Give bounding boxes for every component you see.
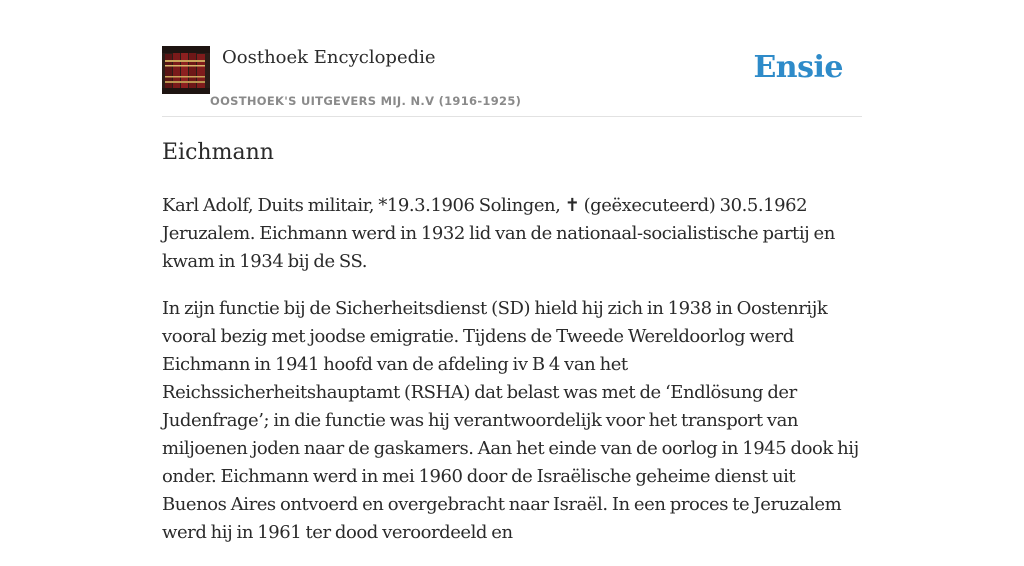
article-body	[162, 192, 862, 566]
brand-logo[interactable]: Ensie	[753, 50, 843, 85]
source-title[interactable]: Oosthoek Encyclopedie	[222, 47, 436, 68]
site-header	[162, 46, 862, 117]
encyclopedia-books-icon[interactable]	[162, 46, 210, 94]
publisher-label: OOSTHOEK'S UITGEVERS MIJ. N.V (1916-1925)	[210, 94, 522, 108]
article-title: Eichmann	[162, 140, 274, 165]
article-paragraph: Karl Adolf, Duits militair, *19.3.1906 Solingen, ✝ (geëxecuteerd) 30.5.1962 Jeruzalem. Eichmann werd in 1932 lid van de nationaal-socialistische partij en kwam in 1934 bij de SS.	[162, 195, 835, 272]
article-paragraph: In zijn functie bij de Sicherheitsdienst (SD) hield hij zich in 1938 in Oostenrijk vooral bezig met joodse emigratie. Tijdens de Tweede Wereldoorlog werd Eichmann in 1941 hoofd van de afdeling iv B 4 van het Reichssicherheitshauptamt (RSHA) dat belast was met de ‘Endlösung der Judenfrage’; in die functie was hij verantwoordelijk voor het transport van miljoenen joden naar de gaskamers. Aan het einde van de oorlog in 1945 dook hij onder. Eichmann werd in mei 1960 door de Israëlische geheime dienst uit Buenos Aires ontvoerd en overgebracht naar Israël. In een proces te Jeruzalem werd hij in 1961 ter dood veroordeeld en	[162, 298, 859, 543]
